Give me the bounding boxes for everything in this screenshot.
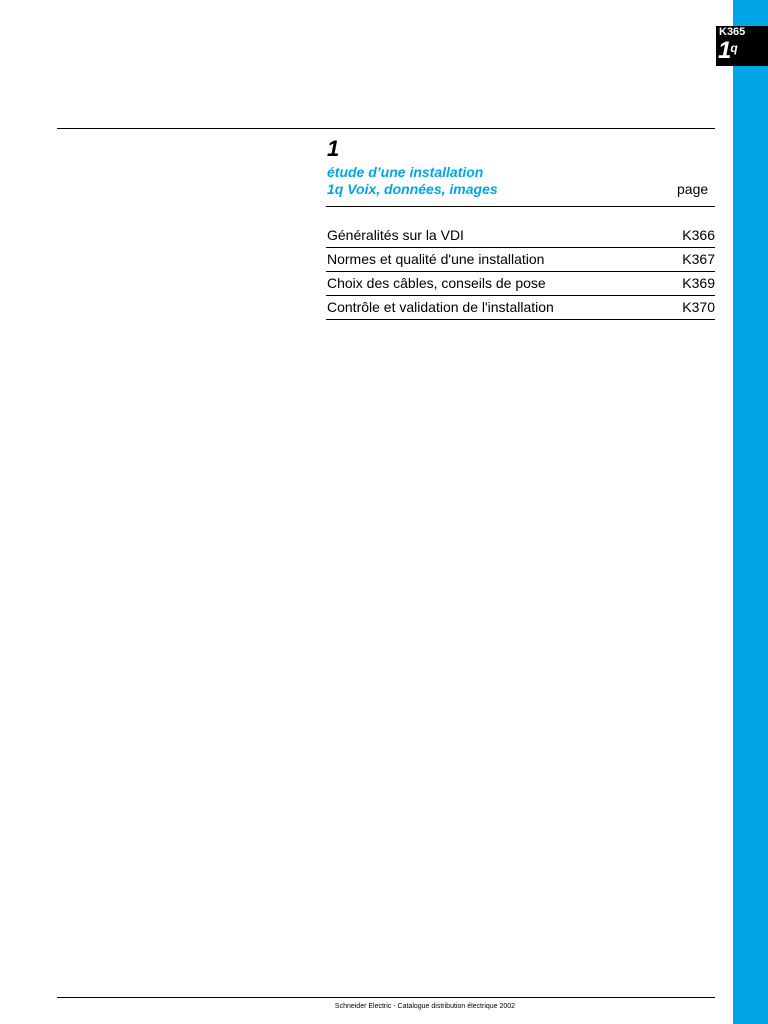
page-tab [716, 26, 768, 66]
section-number: 1 [718, 37, 732, 64]
header-divider [326, 206, 715, 207]
toc-entry[interactable] [326, 248, 715, 272]
page-code: K365 [719, 26, 746, 38]
toc-entry-page: K369 [682, 275, 715, 291]
toc-entry-label: Contrôle et validation de l'installation [327, 299, 554, 315]
table-of-contents [326, 224, 715, 320]
toc-entry[interactable] [326, 272, 715, 296]
section-marker [718, 38, 738, 67]
toc-entry-label: Normes et qualité d'une installation [327, 251, 545, 267]
toc-entry-page: K366 [682, 227, 715, 243]
side-color-bar [733, 0, 768, 1024]
toc-entry[interactable] [326, 296, 715, 320]
toc-entry-page: K370 [682, 299, 715, 315]
bottom-divider [57, 997, 715, 998]
page-column-header: page [677, 181, 709, 197]
chapter-number: 1 [327, 136, 340, 161]
toc-entry-label: Choix des câbles, conseils de pose [327, 275, 546, 291]
section-title: 1q Voix, données, images [327, 181, 498, 197]
toc-entry-label: Généralités sur la VDI [327, 227, 464, 243]
toc-entry[interactable] [326, 224, 715, 248]
toc-entry-page: K367 [682, 251, 715, 267]
section-letter: q [730, 41, 738, 55]
footer-text: Schneider Electric - Catalogue distribution électrique 2002 [334, 1003, 516, 1010]
chapter-title: étude d’une installation [327, 164, 484, 180]
top-divider [57, 128, 715, 129]
